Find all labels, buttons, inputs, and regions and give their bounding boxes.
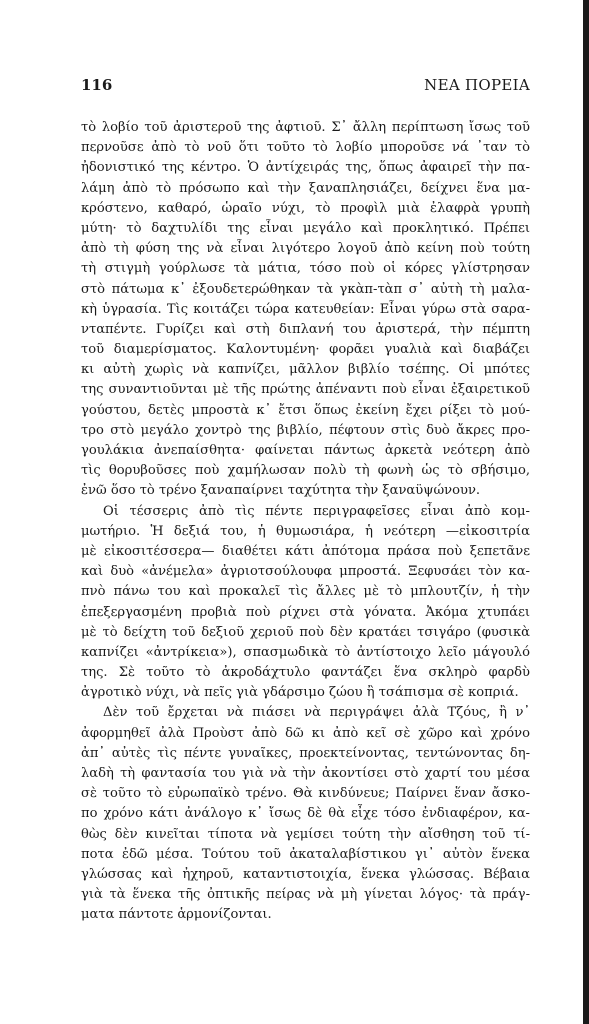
text-line: γουλάκια ἀνεπαίσθητα· φαίνεται πάντως ἀρκετὰ νεότερη ἀπὸ: [81, 443, 530, 458]
text-line: τὸ λοβίο τοῦ ἀριστεροῦ της ἀφτιοῦ. Σ᾽ ἄλλη περίπτωση ἴσως τοῦ: [81, 120, 530, 135]
text-line: πνὸ πάνω του καὶ προκαλεῖ τὶς ἄλλες μὲ τὸ μπλουτζίν, ἡ τὴν: [81, 584, 530, 600]
text-line: περνοῦσε ἀπὸ τὸ νοῦ ὅτι τοῦτο τὸ λοβίο μποροῦσε νά ᾽ταν τὸ: [81, 140, 530, 156]
paragraph: [81, 118, 530, 502]
text-line: τοῦ διαμερίσματος. Καλοντυμένη· φορᾶει γυαλιὰ καὶ διαβάζει: [81, 342, 530, 358]
text-line: ἀπὸ τὴ φύση της νὰ εἶναι λιγότερο λογοῦ ἀπὸ κείνη ποὺ τούτη: [81, 241, 530, 257]
text-line: νταπέντε. Γυρίζει καὶ στὴ διπλανή του ἀριστερά, τὴν πέμπτη: [81, 321, 530, 337]
paragraph: [81, 703, 530, 925]
text-line: καπνίζει «ἀντρίκεια»), σπασμωδικὰ τὸ ἀντίστοιχο λεῖο μάγουλό: [81, 644, 530, 660]
text-line: της συναντιοῦνται μὲ τῆς πρώτης ἀπέναντι ποὺ εἶναι ἐξαιρετικοῦ: [81, 382, 530, 398]
text-line: ἀπ᾽ αὐτὲς τὶς πέντε γυναῖκες, προεκτείνοντας, τεντώνοντας δη-: [81, 745, 530, 761]
text-line: κι αὐτὴ χωρὶς νὰ καπνίζει, μᾶλλον βιβλίο τσέπης. Οἱ μπότες: [81, 362, 530, 378]
paragraph: [81, 502, 530, 704]
text-line: Οἱ τέσσερις ἀπὸ τὶς πέντε περιγραφεῖσες εἶναι ἀπὸ κομ-: [103, 503, 530, 519]
text-line: της. Σὲ τοῦτο τὸ ἀκροδάχτυλο φαντάζει ἕνα σκληρὸ φαρδὺ: [81, 665, 530, 681]
text-line: γιὰ τὰ ἕνεκα τῆς ὀπτικῆς πείρας νὰ μὴ γίνεται λόγος· τὰ πράγ-: [81, 887, 530, 903]
text-line: τρο στὸ μεγάλο χοντρὸ της βιβλίο, πέφτουν στὶς δυὸ ἄκρες προ-: [81, 422, 530, 438]
text-line: Δὲν τοῦ ἔρχεται νὰ πιάσει νὰ περιγράψει ἀλὰ Τζόυς, ἢ ν᾽: [103, 705, 530, 721]
body-text: [81, 118, 530, 926]
text-line: τὶς θορυβοῦσες ποὺ χαμήλωσαν πολὺ τὴ φωνὴ ὡς τὸ σβήσιμο,: [81, 463, 530, 479]
running-title: ΝΕΑ ΠΟΡΕΙΑ: [424, 76, 530, 94]
text-line: πο χρόνο κάτι ἀνάλογο κ᾽ ἴσως δὲ θὰ εἶχε τόσο ἐνδιαφέρον, κα-: [81, 806, 530, 822]
text-line: τὴ στιγμὴ γούρλωσε τὰ μάτια, τόσο ποὺ οἱ κόρες γλίστρησαν: [81, 261, 530, 277]
text-line: γούστου, δετὲς μπροστὰ κ᾽ ἔτσι ὅπως ἐκείνη ἔχει ρίξει τὸ μού-: [81, 402, 530, 418]
page-edge-shadow: [583, 0, 589, 1024]
text-line: ἐνῶ ὅσο τὸ τρένο ξαναπαίρνει ταχύτητα τὴν ξαναϋψώνουν.: [81, 483, 481, 499]
page-header: [81, 76, 530, 98]
text-line: μὲ τὸ δείχτη τοῦ δεξιοῦ χεριοῦ ποὺ δὲν κρατάει τσιγάρο (φυσικὰ: [81, 624, 530, 640]
text-line: ἠδονιστικό της κέντρο. Ὁ ἀντίχειράς της, ὅπως ἀφαιρεῖ τὴν πα-: [81, 160, 530, 176]
text-line: στὸ πάτωμα κ᾽ ἐξουδετερώθηκαν τὰ γκὰπ-τὰπ σ᾽ αὐτὴ τὴ μαλα-: [81, 281, 530, 297]
text-line: μὲ εἰκοσιτέσσερα— διαθέτει κάτι ἀπότομα πράσα ποὺ ξεπετᾶνε: [81, 543, 530, 559]
text-line: ἀφορμηθεῖ ἀλὰ Προὺστ ἀπὸ δῶ κι ἀπὸ κεῖ σὲ χῶρο καὶ χρόνο: [81, 725, 530, 741]
text-line: μωτήριο. Ἡ δεξιά του, ἡ θυμωσιάρα, ἡ νεότερη —εἰκοσιτρία: [81, 523, 530, 539]
text-line: λάμη ἀπὸ τὸ πρόσωπο καὶ τὴν ξαναπλησιάζει, δείχνει ἕνα μα-: [81, 180, 530, 196]
text-line: κὴ ὑγρασία. Τὶς κοιτάζει τώρα κατευθείαν: Εἶναι γύρω στὰ σαρα-: [81, 301, 530, 317]
text-line: καὶ δυὸ «ἀνέμελα» ἀγριοτσούλουφα μπροστά. Ξεφυσάει τὸν κα-: [81, 564, 530, 580]
text-line: ποτα ἐδῶ μέσα. Τούτου τοῦ ἀκαταλαβίστικου γι᾽ αὐτὸν ἕνεκα: [81, 846, 530, 862]
text-line: ματα πάντοτε ἁρμονίζονται.: [81, 907, 272, 923]
text-line: σὲ τοῦτο τὸ εὐρωπαϊκὸ τρένο. Θὰ κινδύνευε; Παίρνει ἕναν ἄσκο-: [81, 786, 530, 802]
text-line: θὼς δὲν κινεῖται τίποτα νὰ γεμίσει τούτη τὴν αἴσθηση τοῦ τί-: [81, 826, 530, 842]
text-line: μύτη· τὸ δαχτυλίδι της εἶναι μεγάλο καὶ προκλητικό. Πρέπει: [81, 220, 530, 236]
text-line: ἀγροτικὸ νύχι, νὰ πεῖς γιὰ γδάρσιμο ζώου ἢ τσάπισμα σὲ κοπριά.: [81, 685, 519, 701]
text-line: ἐπεξεργασμένη προβιὰ ποὺ ρίχνει στὰ γόνατα. Ἀκόμα χτυπάει: [81, 604, 530, 620]
text-line: γλώσσας καὶ ἠχηροῦ, καταντιστοιχία, ἕνεκα γλώσσας. Βέβαια: [81, 866, 530, 882]
text-line: κρόστενο, καθαρό, ὡραῖο νύχι, τὸ προφὶλ μιὰ ἐλαφρὰ γρυπὴ: [81, 200, 530, 216]
page-number: 116: [81, 76, 113, 94]
text-line: λαδὴ τὴ φαντασία του γιὰ νὰ τὴν ἀκοντίσει στὸ χαρτί του μέσα: [81, 766, 530, 781]
